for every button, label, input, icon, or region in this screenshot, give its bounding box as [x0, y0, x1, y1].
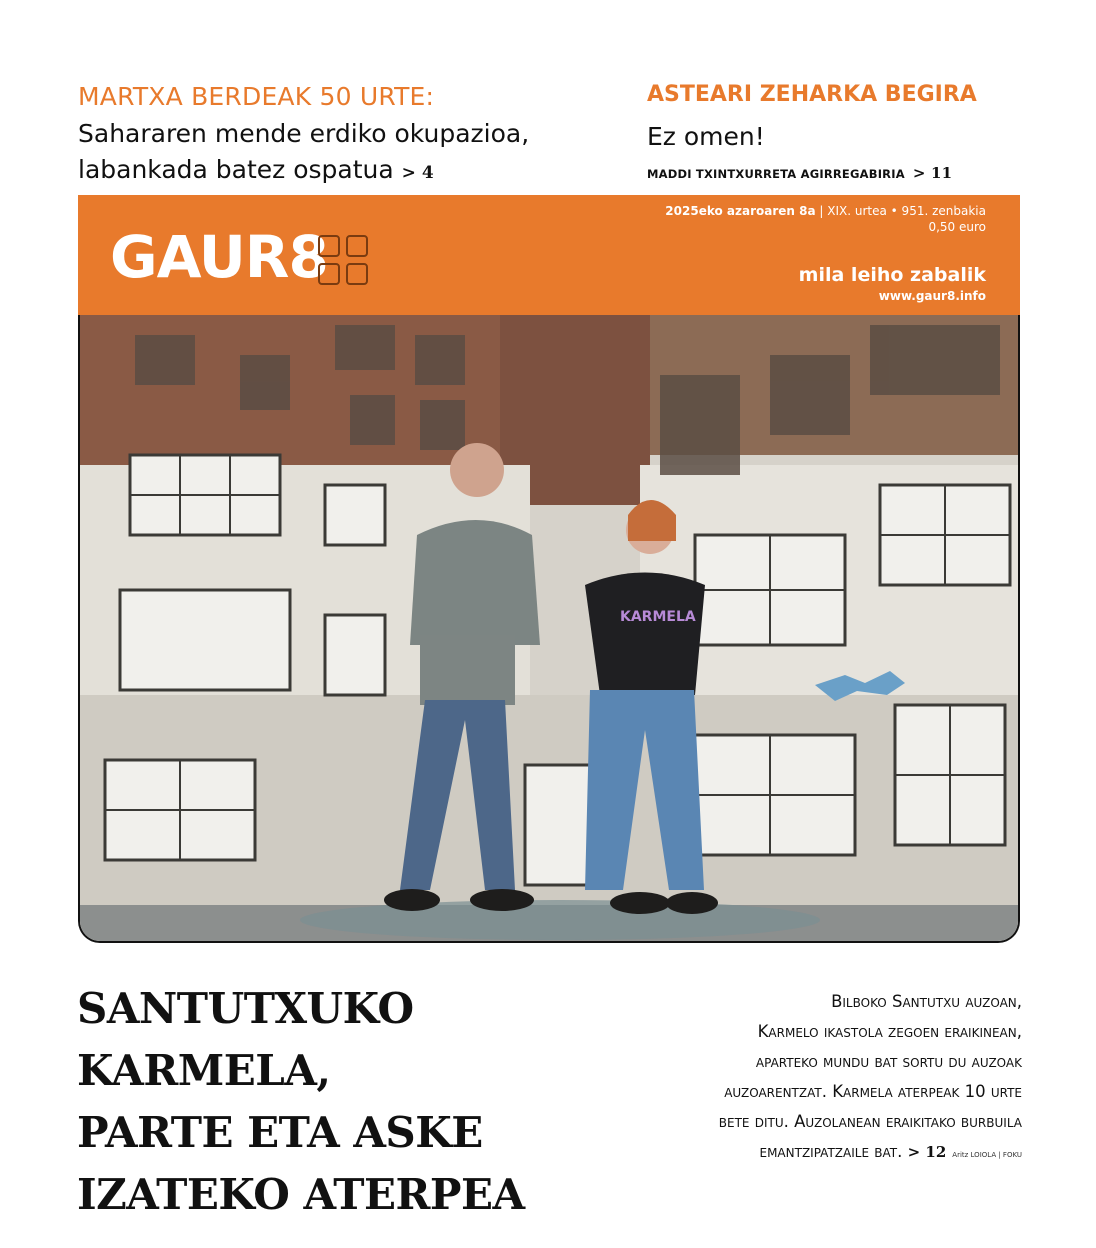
- page-reference: > 12: [907, 1143, 947, 1161]
- motto: mila leiho zabalik: [798, 264, 986, 286]
- teaser-kicker: ASTEARI ZEHARKA BEGIRA: [647, 82, 977, 107]
- gaur8-logo[interactable]: GAUR8: [110, 223, 328, 291]
- website-link[interactable]: www.gaur8.info: [878, 289, 986, 303]
- teaser-kicker: MARTXA BERDEAK 50 URTE:: [78, 82, 435, 111]
- page-reference: > 11: [912, 164, 953, 182]
- main-lede: [640, 987, 1022, 1170]
- author-name: MADDI TXINTXURRETA AGIRREGABIRIA: [647, 167, 905, 181]
- teaser-author-line: [647, 164, 1027, 182]
- lede-line6-text: emantzipatzaile bat.: [759, 1142, 903, 1161]
- teaser-title: Ez omen!: [647, 122, 765, 151]
- headline-line2: PARTE ETA ASKE: [77, 1108, 483, 1157]
- teaser-martxa-berdea[interactable]: [78, 82, 618, 191]
- issue-date: 2025eko azaroaren 8a: [665, 204, 816, 218]
- headline-line1: SANTUTXUKO KARMELA,: [77, 984, 414, 1095]
- teaser-text: [78, 116, 618, 191]
- lede-line4: auzoarentzat. Karmela aterpeak 10 urte: [724, 1082, 1022, 1101]
- lede-line3: aparteko mundu bat sortu du auzoak: [755, 1052, 1022, 1071]
- photo-credit: Aritz LOIOLA | FOKU: [952, 1151, 1022, 1159]
- teaser-text-line2: [78, 152, 618, 191]
- lede-line2: Karmelo ikastola zegoen eraikinean,: [757, 1022, 1022, 1041]
- page-reference: > 4: [401, 163, 434, 183]
- lede-line1: Bilboko Santutxu auzoan,: [831, 992, 1022, 1011]
- shirt-text: KARMELA: [620, 609, 696, 625]
- headline-line3: IZATEKO ATERPEA: [77, 1170, 525, 1219]
- main-headline[interactable]: [77, 978, 677, 1226]
- logo-squares-icon: [318, 235, 370, 287]
- lede-line5: bete ditu. Auzolanean eraikitako burbuila: [718, 1112, 1022, 1131]
- teaser-asteari-zeharka[interactable]: [647, 80, 1027, 182]
- issue-info: [665, 203, 986, 235]
- tagline: [799, 263, 986, 305]
- masthead: [78, 195, 1020, 315]
- issue-number: | XIX. urtea • 951. zenbakia: [819, 204, 986, 218]
- teaser-text-line2-text: labankada batez ospatua: [78, 155, 394, 184]
- teaser-text-line1: Sahararen mende erdiko okupazioa,: [78, 119, 530, 148]
- lede-line6: [640, 1137, 1022, 1170]
- issue-price: 0,50 euro: [928, 220, 986, 234]
- cover-photo: [78, 315, 1020, 943]
